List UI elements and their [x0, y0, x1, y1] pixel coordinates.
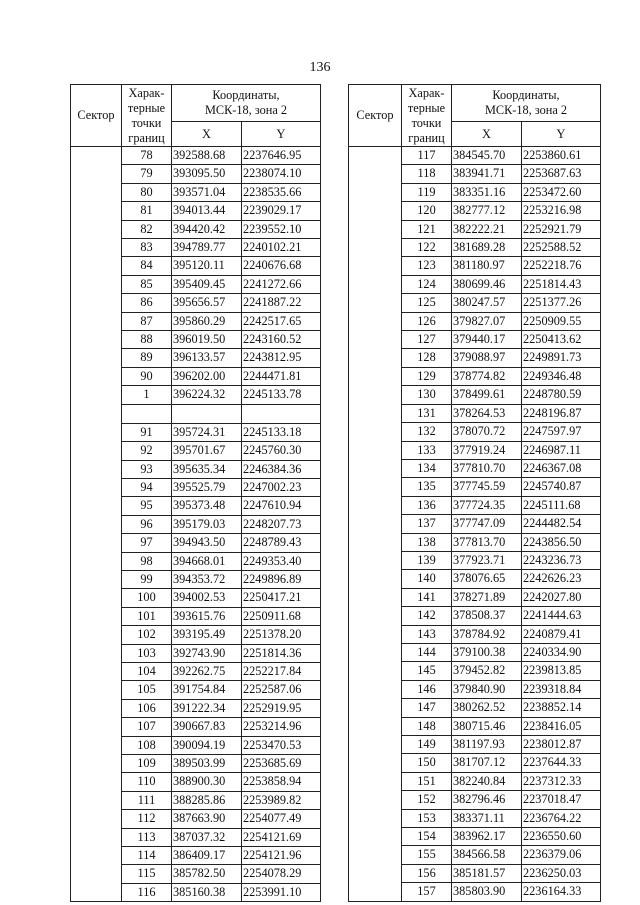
y-coordinate-cell: 2252217.84: [242, 662, 321, 680]
page-number: 136: [309, 60, 331, 75]
x-coordinate-cell: 377919.24: [452, 441, 522, 459]
x-coordinate-cell: 388285.86: [172, 791, 242, 809]
y-coordinate-cell: 2245111.68: [522, 496, 601, 514]
sector-cell: [71, 147, 122, 902]
point-number-cell: 133: [402, 441, 452, 459]
y-coordinate-cell: 2253687.63: [522, 165, 601, 183]
point-number-cell: 1: [122, 386, 172, 404]
y-coordinate-cell: 2242626.23: [522, 570, 601, 588]
x-coordinate-cell: 386409.17: [172, 847, 242, 865]
x-coordinate-cell: 393195.49: [172, 626, 242, 644]
point-number-cell: 153: [402, 809, 452, 827]
point-number-cell: 111: [122, 791, 172, 809]
y-coordinate-cell: 2246987.11: [522, 441, 601, 459]
x-coordinate-cell: 395373.48: [172, 497, 242, 515]
y-coordinate-cell: 2251378.20: [242, 626, 321, 644]
x-coordinate-cell: 396202.00: [172, 367, 242, 385]
x-coordinate-cell: 390094.19: [172, 736, 242, 754]
point-number-cell: 143: [402, 625, 452, 643]
x-coordinate-cell: 381180.97: [452, 257, 522, 275]
y-coordinate-cell: 2248196.87: [522, 404, 601, 422]
point-number-cell: 109: [122, 755, 172, 773]
coordinates-table-left: [70, 84, 321, 902]
y-header: Y: [522, 122, 601, 147]
x-coordinate-cell: 393615.76: [172, 607, 242, 625]
x-coordinate-cell: 378070.72: [452, 423, 522, 441]
y-coordinate-cell: 2254121.69: [242, 828, 321, 846]
point-number-cell: 142: [402, 607, 452, 625]
y-coordinate-cell: 2247610.94: [242, 497, 321, 515]
x-coordinate-cell: 380262.52: [452, 699, 522, 717]
x-coordinate-cell: 382777.12: [452, 202, 522, 220]
point-number-cell: 119: [402, 183, 452, 201]
point-number-cell: 114: [122, 847, 172, 865]
x-coordinate-cell: 395635.34: [172, 460, 242, 478]
sector-header: Сектор: [349, 85, 402, 147]
y-coordinate-cell: 2248789.43: [242, 534, 321, 552]
y-coordinate-cell: 2248207.73: [242, 515, 321, 533]
x-coordinate-cell: 394420.42: [172, 220, 242, 238]
point-number-cell: 123: [402, 257, 452, 275]
y-coordinate-cell: 2250909.55: [522, 312, 601, 330]
y-coordinate-cell: 2240334.90: [522, 643, 601, 661]
y-coordinate-cell: 2247597.97: [522, 423, 601, 441]
y-coordinate-cell: 2253685.69: [242, 755, 321, 773]
y-coordinate-cell: 2236764.22: [522, 809, 601, 827]
y-coordinate-cell: 2237646.95: [242, 147, 321, 165]
x-coordinate-cell: 395120.11: [172, 257, 242, 275]
point-number-cell: 92: [122, 442, 172, 460]
point-number-cell: 157: [402, 883, 452, 901]
y-coordinate-cell: 2253989.82: [242, 791, 321, 809]
y-coordinate-cell: 2243160.52: [242, 331, 321, 349]
point-number-cell: 150: [402, 754, 452, 772]
x-coordinate-cell: 378499.61: [452, 386, 522, 404]
point-number-cell: 125: [402, 294, 452, 312]
point-number-cell: 78: [122, 147, 172, 165]
x-coordinate-cell: 385782.50: [172, 865, 242, 883]
point-number-cell: 91: [122, 423, 172, 441]
y-coordinate-cell: 2253472.60: [522, 183, 601, 201]
x-coordinate-cell: 377724.35: [452, 496, 522, 514]
x-coordinate-cell: 378774.82: [452, 367, 522, 385]
y-coordinate-cell: 2243856.50: [522, 533, 601, 551]
point-number-cell: 81: [122, 202, 172, 220]
x-coordinate-cell: 395860.29: [172, 312, 242, 330]
point-number-cell: 80: [122, 183, 172, 201]
point-number-cell: 101: [122, 607, 172, 625]
x-header: X: [172, 122, 242, 147]
y-coordinate-cell: 2252587.06: [242, 681, 321, 699]
x-coordinate-cell: 377923.71: [452, 551, 522, 569]
point-number-cell: 136: [402, 496, 452, 514]
y-coordinate-cell: 2245133.18: [242, 423, 321, 441]
y-coordinate-cell: 2249353.40: [242, 552, 321, 570]
point-number-cell: 152: [402, 791, 452, 809]
y-coordinate-cell: 2249896.89: [242, 570, 321, 588]
x-coordinate-cell: 390667.83: [172, 718, 242, 736]
coordinates-header: Координаты, МСК-18, зона 2: [172, 85, 321, 122]
x-coordinate-cell: 396133.57: [172, 349, 242, 367]
y-coordinate-cell: 2236550.60: [522, 828, 601, 846]
point-number-cell: 104: [122, 662, 172, 680]
y-coordinate-cell: 2250417.21: [242, 589, 321, 607]
point-number-cell: 146: [402, 680, 452, 698]
point-number-cell: 88: [122, 331, 172, 349]
x-coordinate-cell: 385160.38: [172, 883, 242, 901]
point-number-cell: 89: [122, 349, 172, 367]
x-coordinate-cell: 391754.84: [172, 681, 242, 699]
x-coordinate-cell: 377813.70: [452, 533, 522, 551]
y-coordinate-cell: 2238535.66: [242, 183, 321, 201]
x-coordinate-cell: 382240.84: [452, 772, 522, 790]
y-coordinate-cell: 2241272.66: [242, 275, 321, 293]
point-number-cell: 117: [402, 147, 452, 165]
x-coordinate-cell: 377810.70: [452, 459, 522, 477]
x-coordinate-cell: 379452.82: [452, 662, 522, 680]
x-coordinate-cell: 380247.57: [452, 294, 522, 312]
y-coordinate-cell: 2254077.49: [242, 810, 321, 828]
y-coordinate-cell: 2249346.48: [522, 367, 601, 385]
y-coordinate-cell: 2243236.73: [522, 551, 601, 569]
x-coordinate-cell: 385181.57: [452, 864, 522, 882]
x-coordinate-cell: 380715.46: [452, 717, 522, 735]
point-number-cell: [122, 404, 172, 423]
point-number-cell: 98: [122, 552, 172, 570]
x-coordinate-cell: 384566.58: [452, 846, 522, 864]
y-coordinate-cell: 2239318.84: [522, 680, 601, 698]
table-row: [71, 147, 321, 165]
y-coordinate-cell: 2253860.61: [522, 147, 601, 165]
x-coordinate-cell: 381689.28: [452, 239, 522, 257]
x-coordinate-cell: 382796.46: [452, 791, 522, 809]
x-coordinate-cell: 378271.89: [452, 588, 522, 606]
x-coordinate-cell: 388900.30: [172, 773, 242, 791]
y-coordinate-cell: 2246367.08: [522, 459, 601, 477]
x-coordinate-cell: 379100.38: [452, 643, 522, 661]
point-number-cell: 115: [122, 865, 172, 883]
y-coordinate-cell: 2252921.79: [522, 220, 601, 238]
y-coordinate-cell: 2238852.14: [522, 699, 601, 717]
x-coordinate-cell: 392743.90: [172, 644, 242, 662]
y-coordinate-cell: 2236164.33: [522, 883, 601, 901]
point-number-cell: 129: [402, 367, 452, 385]
point-number-cell: 148: [402, 717, 452, 735]
x-coordinate-cell: 378076.65: [452, 570, 522, 588]
x-coordinate-cell: 378264.53: [452, 404, 522, 422]
x-coordinate-cell: 379088.97: [452, 349, 522, 367]
point-number-cell: 137: [402, 515, 452, 533]
y-coordinate-cell: 2238416.05: [522, 717, 601, 735]
point-number-cell: 134: [402, 459, 452, 477]
y-coordinate-cell: 2245133.78: [242, 386, 321, 404]
y-coordinate-cell: 2250413.62: [522, 331, 601, 349]
x-coordinate-cell: 392588.68: [172, 147, 242, 165]
x-coordinate-cell: [172, 404, 242, 423]
point-number-cell: 120: [402, 202, 452, 220]
point-number-cell: 138: [402, 533, 452, 551]
y-coordinate-cell: 2237018.47: [522, 791, 601, 809]
x-coordinate-cell: 378508.37: [452, 607, 522, 625]
y-coordinate-cell: 2240676.68: [242, 257, 321, 275]
point-number-cell: 135: [402, 478, 452, 496]
point-number-cell: 97: [122, 534, 172, 552]
x-coordinate-cell: 377745.59: [452, 478, 522, 496]
point-number-cell: 128: [402, 349, 452, 367]
y-coordinate-cell: 2253991.10: [242, 883, 321, 901]
x-coordinate-cell: 394943.50: [172, 534, 242, 552]
x-coordinate-cell: 379840.90: [452, 680, 522, 698]
y-coordinate-cell: 2245740.87: [522, 478, 601, 496]
point-number-cell: 82: [122, 220, 172, 238]
y-coordinate-cell: 2238074.10: [242, 165, 321, 183]
y-coordinate-cell: 2251814.36: [242, 644, 321, 662]
y-coordinate-cell: 2239552.10: [242, 220, 321, 238]
y-coordinate-cell: 2241444.63: [522, 607, 601, 625]
y-coordinate-cell: 2236250.03: [522, 864, 601, 882]
x-coordinate-cell: 395701.67: [172, 442, 242, 460]
y-coordinate-cell: 2239813.85: [522, 662, 601, 680]
point-number-cell: 100: [122, 589, 172, 607]
point-number-cell: 85: [122, 275, 172, 293]
boundary-points-header: Харак- терные точки границ: [122, 85, 172, 147]
y-coordinate-cell: 2251377.26: [522, 294, 601, 312]
x-coordinate-cell: 384545.70: [452, 147, 522, 165]
y-coordinate-cell: 2244482.54: [522, 515, 601, 533]
y-coordinate-cell: 2250911.68: [242, 607, 321, 625]
x-coordinate-cell: 389503.99: [172, 755, 242, 773]
y-coordinate-cell: 2239029.17: [242, 202, 321, 220]
point-number-cell: 121: [402, 220, 452, 238]
point-number-cell: 110: [122, 773, 172, 791]
y-coordinate-cell: 2248780.59: [522, 386, 601, 404]
y-coordinate-cell: 2252588.52: [522, 239, 601, 257]
x-coordinate-cell: 383371.11: [452, 809, 522, 827]
x-coordinate-cell: 385803.90: [452, 883, 522, 901]
coordinates-header: Координаты, МСК-18, зона 2: [452, 85, 601, 122]
point-number-cell: 149: [402, 736, 452, 754]
point-number-cell: 131: [402, 404, 452, 422]
point-number-cell: 107: [122, 718, 172, 736]
y-coordinate-cell: 2237644.33: [522, 754, 601, 772]
y-coordinate-cell: 2243812.95: [242, 349, 321, 367]
x-coordinate-cell: 394013.44: [172, 202, 242, 220]
point-number-cell: 108: [122, 736, 172, 754]
y-coordinate-cell: 2253858.94: [242, 773, 321, 791]
y-coordinate-cell: 2253214.96: [242, 718, 321, 736]
point-number-cell: 144: [402, 643, 452, 661]
x-coordinate-cell: 394789.77: [172, 239, 242, 257]
point-number-cell: 86: [122, 294, 172, 312]
sector-cell: [349, 147, 402, 902]
x-coordinate-cell: 391222.34: [172, 699, 242, 717]
x-coordinate-cell: 379440.17: [452, 331, 522, 349]
y-coordinate-cell: 2252218.76: [522, 257, 601, 275]
y-coordinate-cell: 2253216.98: [522, 202, 601, 220]
x-coordinate-cell: 394002.53: [172, 589, 242, 607]
y-coordinate-cell: [242, 404, 321, 423]
y-coordinate-cell: 2242517.65: [242, 312, 321, 330]
point-number-cell: 116: [122, 883, 172, 901]
point-number-cell: 145: [402, 662, 452, 680]
y-coordinate-cell: 2254078.29: [242, 865, 321, 883]
point-number-cell: 87: [122, 312, 172, 330]
x-coordinate-cell: 395724.31: [172, 423, 242, 441]
point-number-cell: 151: [402, 772, 452, 790]
x-coordinate-cell: 395409.45: [172, 275, 242, 293]
x-coordinate-cell: 396224.32: [172, 386, 242, 404]
x-coordinate-cell: 393095.50: [172, 165, 242, 183]
x-coordinate-cell: 377747.09: [452, 515, 522, 533]
point-number-cell: 141: [402, 588, 452, 606]
point-number-cell: 93: [122, 460, 172, 478]
y-coordinate-cell: 2236379.06: [522, 846, 601, 864]
y-coordinate-cell: 2253470.53: [242, 736, 321, 754]
x-coordinate-cell: 392262.75: [172, 662, 242, 680]
point-number-cell: 126: [402, 312, 452, 330]
point-number-cell: 94: [122, 478, 172, 496]
y-coordinate-cell: 2240879.41: [522, 625, 601, 643]
y-coordinate-cell: 2238012.87: [522, 736, 601, 754]
point-number-cell: 130: [402, 386, 452, 404]
x-coordinate-cell: 394353.72: [172, 570, 242, 588]
x-coordinate-cell: 393571.04: [172, 183, 242, 201]
point-number-cell: 122: [402, 239, 452, 257]
point-number-cell: 90: [122, 367, 172, 385]
x-header: X: [452, 122, 522, 147]
point-number-cell: 139: [402, 551, 452, 569]
y-coordinate-cell: 2240102.21: [242, 239, 321, 257]
point-number-cell: 113: [122, 828, 172, 846]
point-number-cell: 99: [122, 570, 172, 588]
x-coordinate-cell: 387663.90: [172, 810, 242, 828]
point-number-cell: 132: [402, 423, 452, 441]
point-number-cell: 102: [122, 626, 172, 644]
y-coordinate-cell: 2249891.73: [522, 349, 601, 367]
point-number-cell: 118: [402, 165, 452, 183]
x-coordinate-cell: 379827.07: [452, 312, 522, 330]
point-number-cell: 124: [402, 275, 452, 293]
y-coordinate-cell: 2244471.81: [242, 367, 321, 385]
point-number-cell: 127: [402, 331, 452, 349]
x-coordinate-cell: 387037.32: [172, 828, 242, 846]
x-coordinate-cell: 383941.71: [452, 165, 522, 183]
x-coordinate-cell: 382222.21: [452, 220, 522, 238]
point-number-cell: 154: [402, 828, 452, 846]
y-header: Y: [242, 122, 321, 147]
point-number-cell: 112: [122, 810, 172, 828]
y-coordinate-cell: 2254121.96: [242, 847, 321, 865]
point-number-cell: 156: [402, 864, 452, 882]
y-coordinate-cell: 2251814.43: [522, 275, 601, 293]
y-coordinate-cell: 2242027.80: [522, 588, 601, 606]
point-number-cell: 79: [122, 165, 172, 183]
point-number-cell: 140: [402, 570, 452, 588]
x-coordinate-cell: 395656.57: [172, 294, 242, 312]
x-coordinate-cell: 383351.16: [452, 183, 522, 201]
x-coordinate-cell: 381707.12: [452, 754, 522, 772]
x-coordinate-cell: 380699.46: [452, 275, 522, 293]
y-coordinate-cell: 2247002.23: [242, 478, 321, 496]
point-number-cell: 155: [402, 846, 452, 864]
point-number-cell: 96: [122, 515, 172, 533]
boundary-points-header: Харак- терные точки границ: [402, 85, 452, 147]
point-number-cell: 103: [122, 644, 172, 662]
point-number-cell: 106: [122, 699, 172, 717]
y-coordinate-cell: 2241887.22: [242, 294, 321, 312]
x-coordinate-cell: 395525.79: [172, 478, 242, 496]
x-coordinate-cell: 396019.50: [172, 331, 242, 349]
table-row: [349, 147, 601, 165]
y-coordinate-cell: 2237312.33: [522, 772, 601, 790]
sector-header: Сектор: [71, 85, 122, 147]
coordinates-table-right: [348, 84, 601, 902]
point-number-cell: 95: [122, 497, 172, 515]
x-coordinate-cell: 394668.01: [172, 552, 242, 570]
point-number-cell: 147: [402, 699, 452, 717]
x-coordinate-cell: 378784.92: [452, 625, 522, 643]
y-coordinate-cell: 2245760.30: [242, 442, 321, 460]
point-number-cell: 105: [122, 681, 172, 699]
point-number-cell: 83: [122, 239, 172, 257]
y-coordinate-cell: 2252919.95: [242, 699, 321, 717]
y-coordinate-cell: 2246384.36: [242, 460, 321, 478]
x-coordinate-cell: 395179.03: [172, 515, 242, 533]
x-coordinate-cell: 381197.93: [452, 736, 522, 754]
x-coordinate-cell: 383962.17: [452, 828, 522, 846]
point-number-cell: 84: [122, 257, 172, 275]
